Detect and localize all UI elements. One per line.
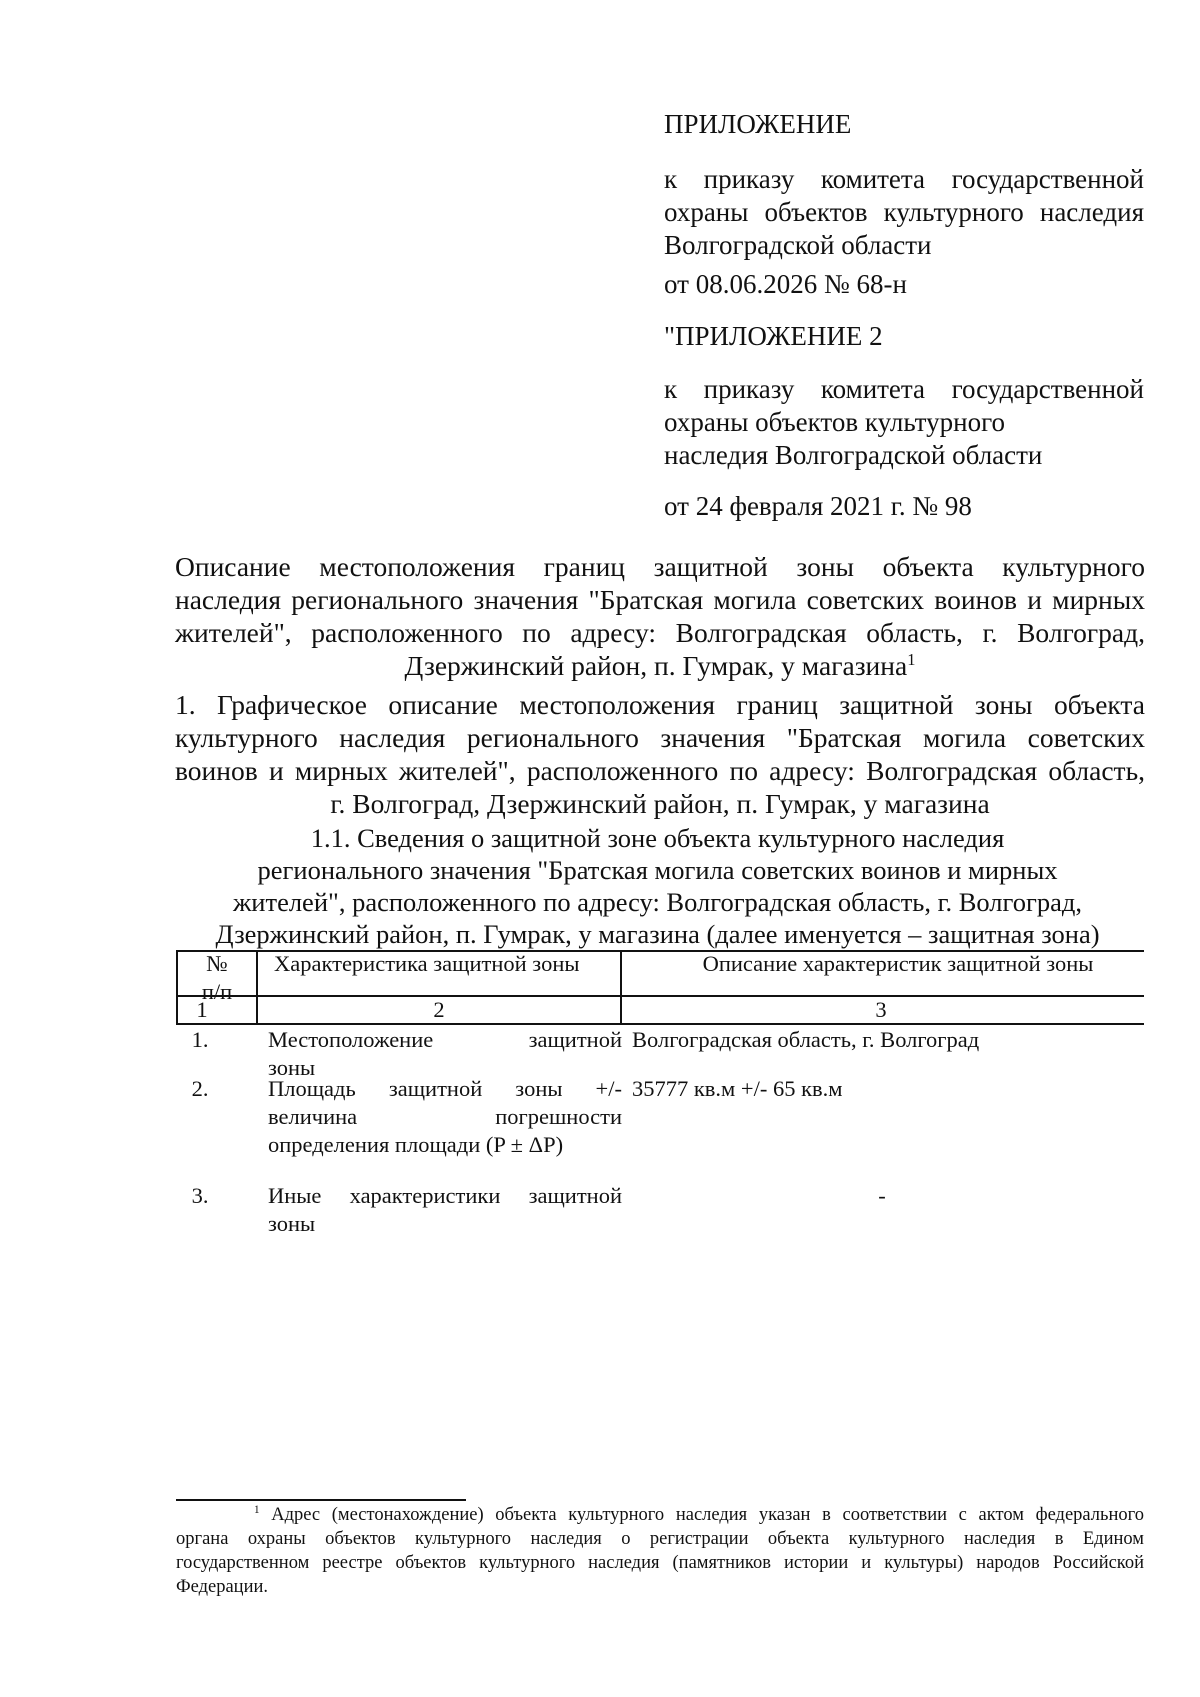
section-1-1-line: жителей", расположенного по адресу: Волгоградская область, г. Волгоград, [233,887,1082,917]
section-1-1-line: 1.1. Сведения о защитной зоне объекта культурного наследия [310,823,1005,853]
row-char-line: зоны [268,1211,316,1236]
row-description: - [878,1183,886,1208]
document-title [175,550,1145,682]
section-1-1-line: регионального значения "Братская могила советских воинов и мирных [257,855,1058,885]
title-line: Описание местоположения границ защитной зоны объекта культурного [175,551,1145,582]
order-line: охраны объектов культурного наследия [664,197,1144,227]
row-char-line: Площадь защитной зоны +/- [268,1076,622,1101]
row-char-line: зоны [268,1055,316,1080]
order-line: Волгоградской области [664,230,932,260]
order-date: от 08.06.2026 № 68-н [664,269,907,299]
section-1-1-heading [175,822,1140,950]
row-characteristic [268,1026,622,1082]
footnote-line [176,1503,1144,1527]
title-last-text: Дзержинский район, п. Гумрак, у магазина [404,650,908,681]
row-num: 1. [191,1027,209,1052]
section-1-line: г. Волгоград, Дзержинский район, п. Гумрак, у магазина [330,788,990,819]
footnote-text: Адрес (местонахождение) объекта культурного наследия указан в соответствии с актом федерального [271,1505,1144,1525]
order2-line: к приказу комитета государственной [664,374,1144,404]
colnum-3: 3 [875,997,887,1022]
section-1-1-line: Дзержинский район, п. Гумрак, у магазина (далее именуется – защитная зона) [215,919,1100,949]
section-1-line: культурного наследия регионального значения "Братская могила советских [175,722,1145,753]
row-description: Волгоградская область, г. Волгоград [632,1027,980,1052]
footnote-mark: 1 [254,1503,260,1516]
order-reference [664,163,1144,262]
section-1-heading [175,688,1145,820]
appendix-heading: ПРИЛОЖЕНИЕ [664,109,852,139]
footnote-line: органа охраны объектов культурного наследия о регистрации объекта культурного наследия в Едином [176,1529,1144,1549]
footnote-line: Федерации. [176,1577,268,1597]
section-1-line: 1. Графическое описание местоположения границ защитной зоны объекта [175,689,1145,720]
title-line: жителей", расположенного по адресу: Волгоградская область, г. Волгоград, [175,617,1145,648]
order-line: к приказу комитета государственной [664,164,1144,194]
title-last-line [175,649,1145,682]
order2-line: охраны объектов культурного [664,407,1005,437]
title-line: наследия регионального значения "Братская могила советских воинов и мирных [175,584,1145,615]
colnum-2: 2 [433,997,445,1022]
row-characteristic [268,1182,622,1238]
order2-date: от 24 февраля 2021 г. № 98 [664,491,972,521]
row-characteristic [268,1075,622,1159]
order2-reference [664,373,1144,472]
section-1-line: воинов и мирных жителей", расположенного по адресу: Волгоградская область, [175,755,1145,786]
footnote-reference: 1 [907,649,916,669]
header-num-line: № [206,951,228,976]
header-description: Описание характеристик защитной зоны [702,951,1094,976]
row-char-line: Иные характеристики защитной [268,1183,622,1208]
footnote [176,1503,1144,1599]
row-num: 2. [191,1076,209,1101]
row-num: 3. [191,1183,209,1208]
order2-line: наследия Волгоградской области [664,440,1043,470]
header-characteristic: Характеристика защитной зоны [274,951,580,976]
appendix2-heading: "ПРИЛОЖЕНИЕ 2 [664,321,883,351]
row-char-line: определения площади (P ± ΔP) [268,1132,564,1157]
row-char-line: Местоположение защитной [268,1027,622,1052]
colnum-1: 1 [196,997,208,1022]
row-char-line: величина погрешности [268,1104,622,1129]
footnote-separator [176,1499,466,1501]
header-num-line: п/п [201,979,233,1004]
footnote-line: государственном реестре объектов культурного наследия (памятников истории и культуры) народов Российской [176,1553,1144,1573]
row-description: 35777 кв.м +/- 65 кв.м [632,1076,843,1101]
